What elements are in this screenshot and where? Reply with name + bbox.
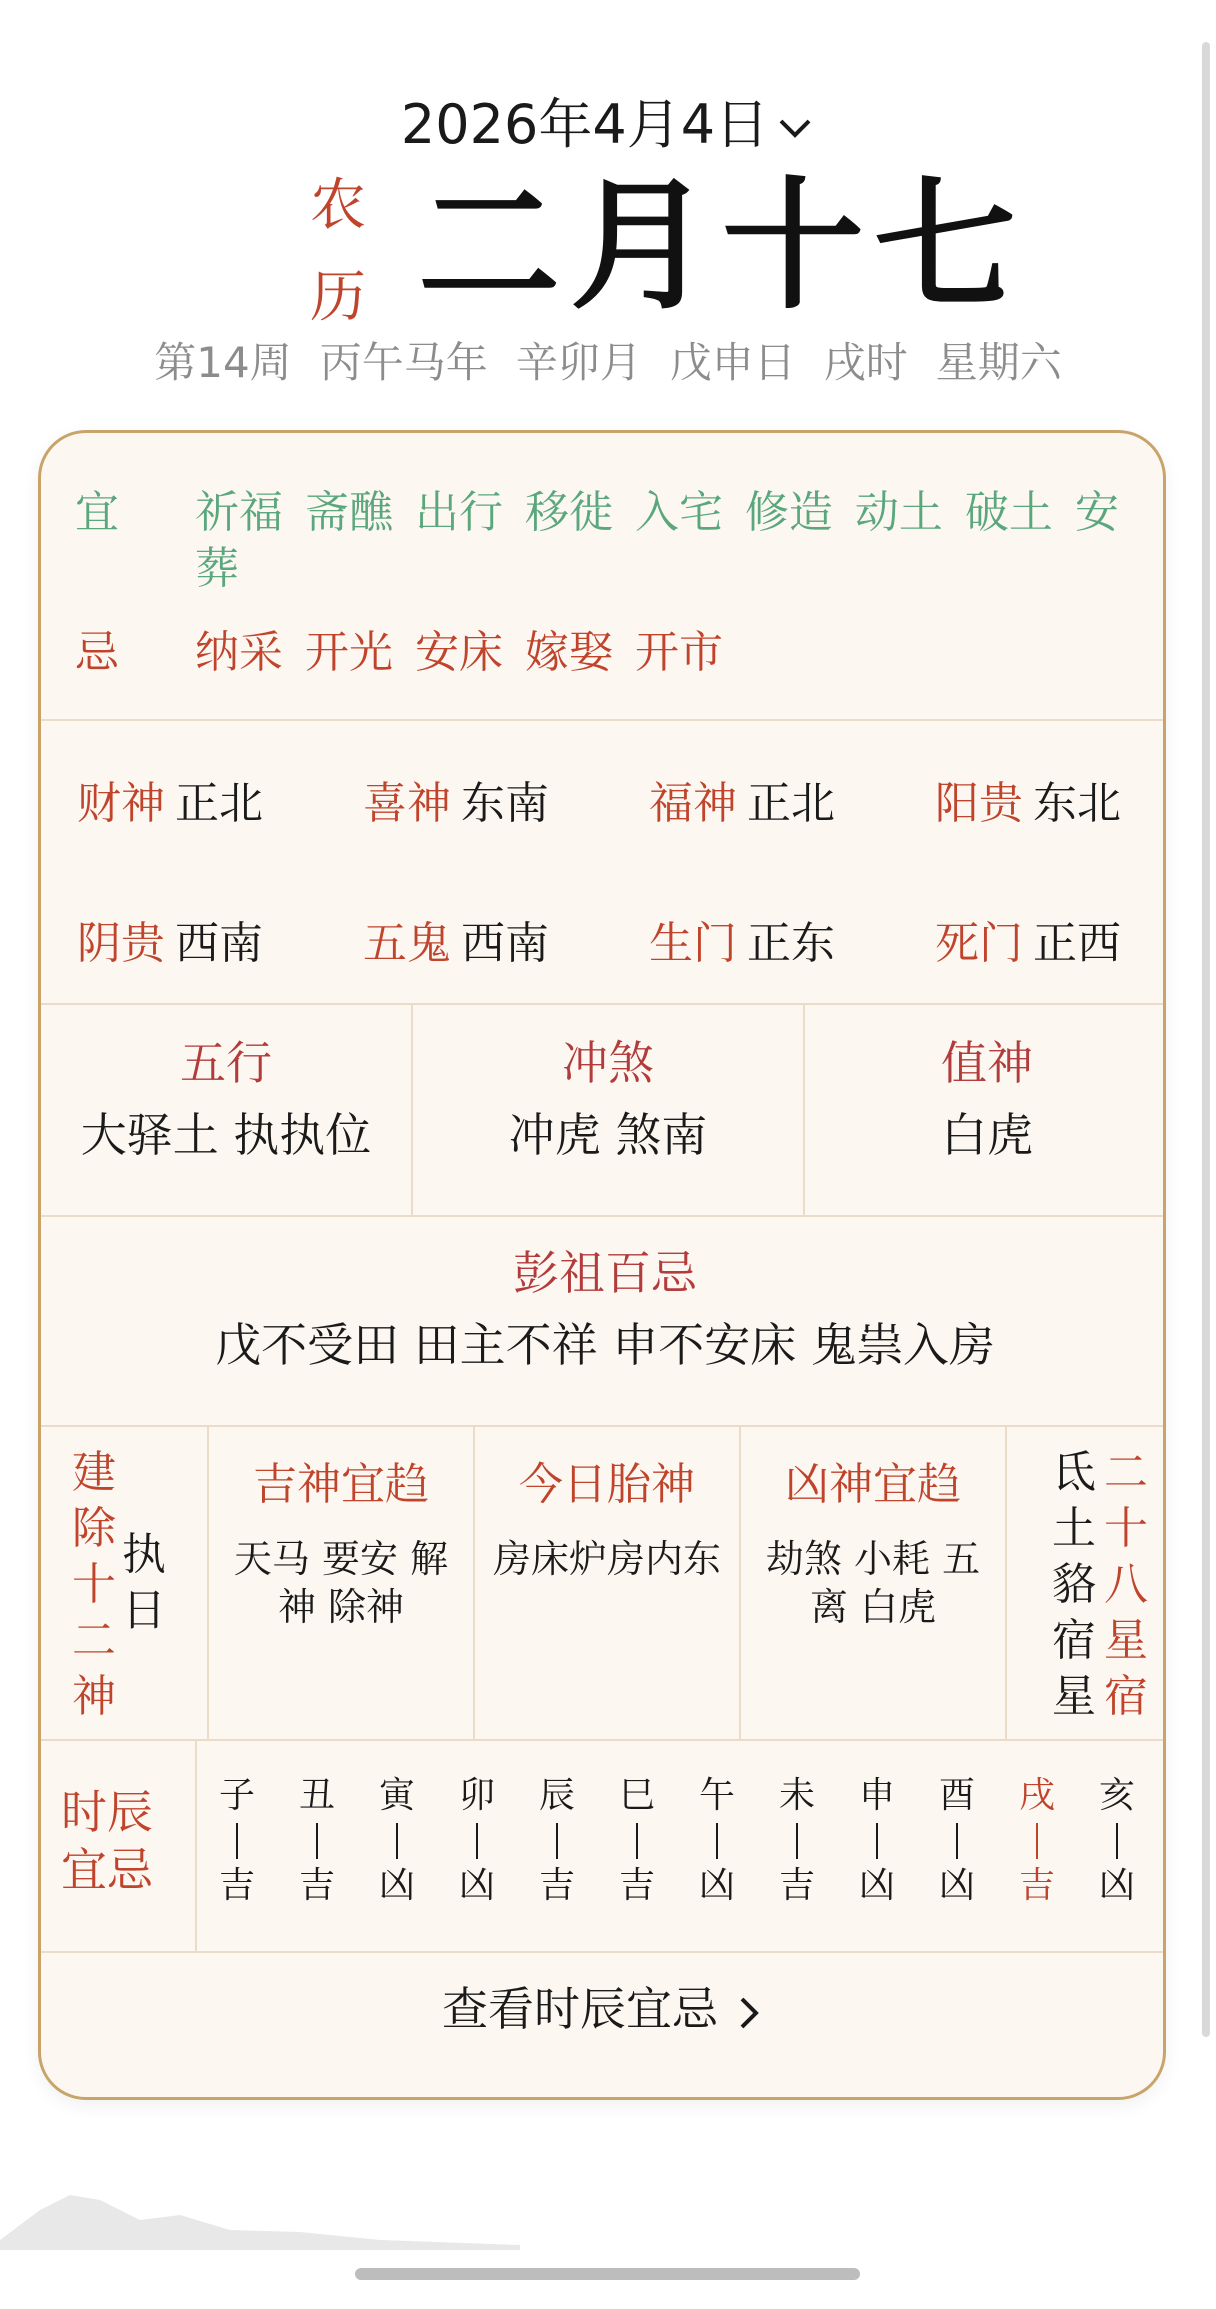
xiongshen-title: 凶神宜趋 (785, 1459, 961, 1510)
xiu-label-char: 十 (1104, 1503, 1148, 1554)
hour-branch: 丑 (298, 1775, 335, 1816)
hour-luck: 吉 (218, 1865, 255, 1906)
direction-label: 生门 (649, 918, 737, 969)
direction-caishen (77, 767, 263, 831)
pengzu-title: 彭祖百忌 (513, 1246, 697, 1300)
hour-branch: 酉 (938, 1775, 975, 1816)
direction-label: 喜神 (363, 778, 451, 829)
jianchu-value (119, 1527, 169, 1639)
hour-branch: 申 (858, 1775, 895, 1816)
hours-label-line: 宜忌 (61, 1843, 153, 1897)
mountain-decoration (0, 2170, 520, 2250)
lunar-date: 二月十七 (418, 164, 1026, 329)
hour-connector (716, 1823, 718, 1859)
jianchu-label-char: 神 (72, 1671, 116, 1722)
ganzhi-line (0, 330, 1216, 390)
chongsha-value: 冲虎 煞南 (508, 1108, 708, 1162)
xiu-value-char: 土 (1052, 1503, 1096, 1554)
hour-branch: 未 (778, 1775, 815, 1816)
wuxing-title: 五行 (180, 1036, 272, 1090)
divider (1005, 1427, 1007, 1739)
jianchu-value-char: 执 (122, 1529, 166, 1580)
direction-label: 五鬼 (363, 918, 451, 969)
taishen-cell (475, 1455, 739, 1583)
weekday: 星期六 (935, 338, 1062, 387)
hour-branch: 亥 (1098, 1775, 1135, 1816)
date-selector[interactable] (0, 82, 1216, 159)
xiu-value-char: 星 (1052, 1671, 1096, 1722)
direction-fushen (649, 767, 835, 831)
direction-wugui (363, 907, 549, 971)
pengzu-text: 戊不受田 田主不祥 申不安床 鬼祟入房 (215, 1318, 995, 1372)
hour-luck: 凶 (858, 1865, 895, 1906)
jianchu-label (69, 1445, 119, 1725)
divider (41, 719, 1163, 721)
jianchu-label-char: 除 (72, 1503, 116, 1554)
direction-label: 死门 (935, 918, 1023, 969)
hour-hai[interactable] (1087, 1775, 1147, 1907)
wuxing-value: 大驿土 执执位 (80, 1108, 372, 1162)
hour-branch: 戌 (1018, 1775, 1055, 1816)
divider (195, 1741, 197, 1951)
direction-yingui (77, 907, 263, 971)
direction-value: 西南 (175, 918, 263, 969)
divider (41, 1003, 1163, 1005)
hour-you[interactable] (927, 1775, 987, 1907)
yi-label: 宜 (75, 487, 119, 538)
date-text: 2026年4月4日 (400, 93, 770, 156)
hour-mao[interactable] (447, 1775, 507, 1907)
jianchu-value-char: 日 (122, 1585, 166, 1636)
hour-shen[interactable] (847, 1775, 907, 1907)
taishen-text: 房床炉房内东 (492, 1537, 721, 1581)
hour-connector (316, 1823, 318, 1859)
hour-luck: 吉 (618, 1865, 655, 1906)
hour-branch: 卯 (458, 1775, 495, 1816)
ji-text: 纳采 开光 安床 嫁娶 开市 (195, 627, 723, 678)
hour-wei[interactable] (767, 1775, 827, 1907)
chongsha-cell (413, 1033, 803, 1165)
jianchu-label-char: 建 (72, 1447, 116, 1498)
hour-connector (236, 1823, 238, 1859)
direction-label: 福神 (649, 778, 737, 829)
jishen-cell (209, 1455, 473, 1631)
view-hours-link[interactable] (41, 1973, 1163, 2039)
taishen-title: 今日胎神 (519, 1459, 695, 1510)
direction-simen (935, 907, 1121, 971)
xiu-label-char: 宿 (1104, 1671, 1148, 1722)
direction-value: 西南 (461, 918, 549, 969)
direction-yanggui (935, 767, 1121, 831)
direction-xishen (363, 767, 549, 831)
hour-si[interactable] (607, 1775, 667, 1907)
hour-luck: 吉 (298, 1865, 335, 1906)
zhishen-cell (805, 1033, 1166, 1165)
hour-luck: 吉 (538, 1865, 575, 1906)
hour-connector (1036, 1823, 1038, 1859)
xiu-label-char: 八 (1104, 1559, 1148, 1610)
year-ganzhi: 丙午马年 (319, 338, 488, 387)
yi-text: 祈福 斋醮 出行 移徙 入宅 修造 动土 破土 安葬 (195, 487, 1119, 594)
hour-connector (476, 1823, 478, 1859)
jishen-title: 吉神宜趋 (253, 1459, 429, 1510)
divider (41, 1739, 1163, 1741)
wuxing-cell (41, 1033, 411, 1165)
jishen-text: 天马 要安 解神 除神 (233, 1537, 449, 1629)
xiu-label (1101, 1445, 1151, 1725)
hour-chou[interactable] (287, 1775, 347, 1907)
pengzu-section (41, 1243, 1166, 1375)
direction-value: 正西 (1033, 918, 1121, 969)
ji-label: 忌 (75, 627, 119, 678)
divider (41, 1215, 1163, 1217)
xiu-label-char: 星 (1104, 1615, 1148, 1666)
hour-branch: 子 (218, 1775, 255, 1816)
xiongshen-cell (741, 1455, 1005, 1631)
hour-luck: 凶 (938, 1865, 975, 1906)
divider (41, 1425, 1163, 1427)
hour-branch: 寅 (378, 1775, 415, 1816)
almanac-card (38, 430, 1166, 2100)
xiu-value-char: 宿 (1052, 1615, 1096, 1666)
hour-wu[interactable] (687, 1775, 747, 1907)
hour-branch: 午 (698, 1775, 735, 1816)
hour-luck: 凶 (458, 1865, 495, 1906)
direction-shengmen (649, 907, 835, 971)
lunar-tag (308, 160, 368, 344)
lunar-tag-char: 历 (310, 265, 366, 330)
xiu-label-char: 二 (1104, 1447, 1148, 1498)
hour-connector (956, 1823, 958, 1859)
hours-label (61, 1783, 171, 1899)
divider (41, 1951, 1163, 1953)
direction-label: 阳贵 (935, 778, 1023, 829)
hour-luck: 凶 (378, 1865, 415, 1906)
hour-connector (636, 1823, 638, 1859)
xiu-value (1049, 1445, 1099, 1725)
hour-connector (1116, 1823, 1118, 1859)
hour-ganzhi: 戌时 (823, 338, 908, 387)
hour-branch: 辰 (538, 1775, 575, 1816)
direction-value: 正北 (747, 778, 835, 829)
month-ganzhi: 辛卯月 (515, 338, 642, 387)
day-ganzhi: 戊申日 (669, 338, 796, 387)
hour-luck: 凶 (1098, 1865, 1135, 1906)
direction-value: 正东 (747, 918, 835, 969)
chevron-down-icon (775, 113, 815, 143)
view-hours-label: 查看时辰宜忌 (442, 1982, 718, 2036)
chevron-right-icon (736, 1993, 762, 2033)
hour-zi[interactable] (207, 1775, 267, 1907)
jianchu-label-char: 十 (72, 1559, 116, 1610)
hour-luck: 吉 (1018, 1865, 1055, 1906)
hours-label-line: 时辰 (61, 1785, 153, 1839)
hour-luck: 凶 (698, 1865, 735, 1906)
hour-connector (796, 1823, 798, 1859)
direction-value: 东南 (461, 778, 549, 829)
chongsha-title: 冲煞 (562, 1036, 654, 1090)
hour-xu-current[interactable] (1007, 1775, 1067, 1907)
hour-chen[interactable] (527, 1775, 587, 1907)
hour-connector (556, 1823, 558, 1859)
hour-yin[interactable] (367, 1775, 427, 1907)
lunar-tag-char: 农 (310, 173, 366, 238)
yi-row (75, 485, 1155, 605)
ji-row (75, 625, 1155, 685)
hour-luck: 吉 (778, 1865, 815, 1906)
xiongshen-text: 劫煞 小耗 五离 白虎 (765, 1537, 981, 1629)
hour-connector (876, 1823, 878, 1859)
hour-branch: 巳 (618, 1775, 655, 1816)
zhishen-title: 值神 (941, 1036, 1033, 1090)
direction-label: 财神 (77, 778, 165, 829)
zhishen-value: 白虎 (941, 1108, 1033, 1162)
home-indicator[interactable] (355, 2268, 860, 2280)
xiu-value-char: 貉 (1052, 1559, 1096, 1610)
xiu-value-char: 氐 (1052, 1447, 1096, 1498)
week-number: 第14周 (154, 338, 292, 387)
hour-connector (396, 1823, 398, 1859)
direction-value: 正北 (175, 778, 263, 829)
direction-value: 东北 (1033, 778, 1121, 829)
direction-label: 阴贵 (77, 918, 165, 969)
jianchu-label-char: 二 (72, 1615, 116, 1666)
